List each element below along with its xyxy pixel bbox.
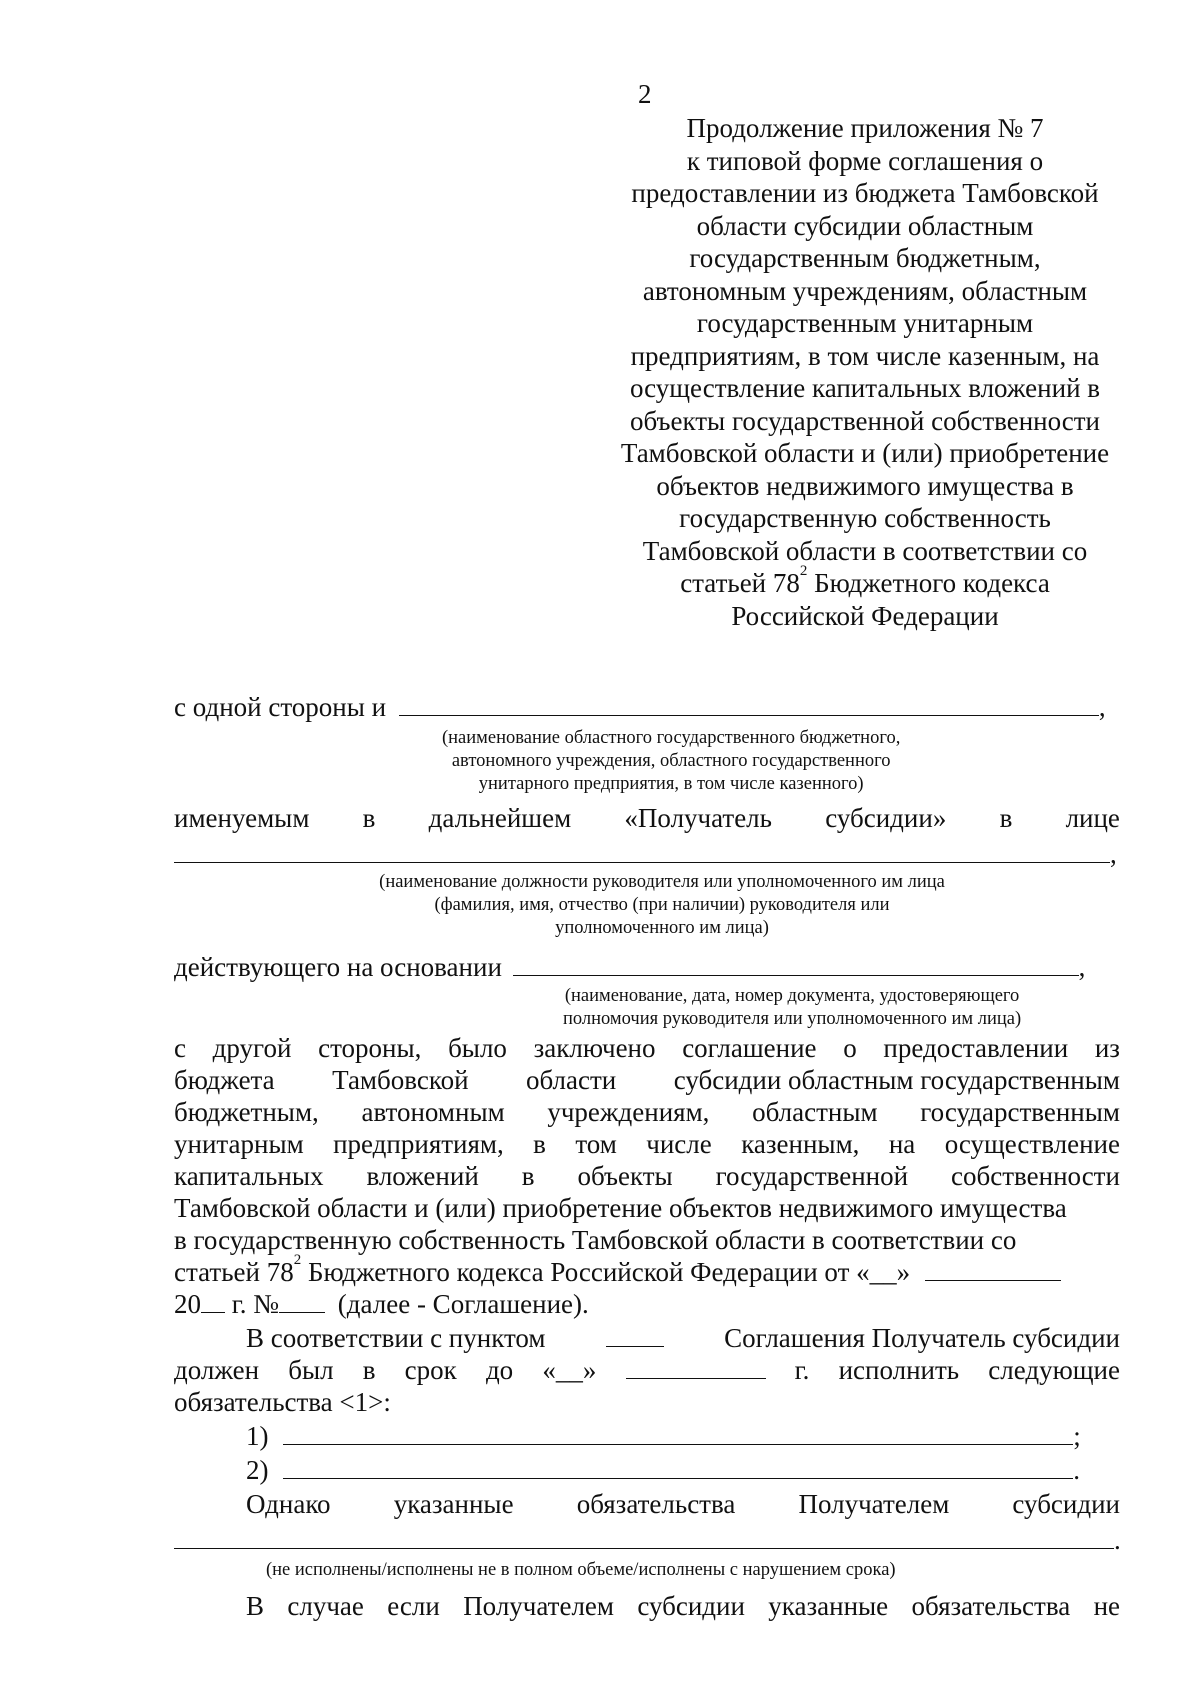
superscript: 2 [799,563,808,579]
header-line: Российской Федерации [731,600,999,631]
caption-line: (наименование, дата, номер документа, удостоверяющего [564,986,1020,1006]
item-label: 2) [246,1455,269,1485]
text: статьей 78 [680,568,800,598]
period: . [1114,1525,1121,1555]
text: статьей 78 [174,1257,294,1287]
obligation-1-blank[interactable] [283,1420,1073,1445]
word: «Получатель [624,803,772,833]
caption-status: (не исполнены/исполнены не в полном объеме/исполнены с нарушением срока) [266,1560,896,1580]
caption-line: полномочия руководителя или уполномоченного им лица) [563,1009,1022,1029]
head-line [174,838,1120,870]
caption-line: (наименование должности руководителя или уполномоченного им лица [379,872,945,892]
word: не [1093,1591,1120,1621]
agreement-line [174,1032,1120,1064]
word: исполнить [838,1355,960,1385]
header-line-article [605,563,1125,600]
word: вложений [366,1161,479,1191]
acting-line [174,951,1120,983]
label: с одной стороны и [174,692,387,722]
word: унитарным [174,1129,304,1159]
word: должен [174,1355,260,1385]
text: Соглашения Получатель субсидии [724,1323,1120,1353]
text: Бюджетного кодекса Российской Федерации от «__» [301,1257,911,1287]
word: автономным [361,1097,505,1127]
word: до [485,1355,514,1385]
word: субсидии» [825,803,947,833]
obligations-intro [174,1386,1120,1418]
number-blank[interactable] [279,1288,325,1313]
header-line: к типовой форме соглашения о [686,145,1044,176]
header-line: государственным бюджетным, [689,243,1041,273]
word: субсидии [1012,1489,1120,1519]
word: обязательства [576,1489,736,1519]
word: г. [794,1355,810,1385]
comma: , [1078,952,1086,982]
label: действующего на основании [174,952,502,982]
caption-head [312,871,1012,940]
word: о [843,1033,857,1063]
caption-recipient [442,727,900,796]
appendix-header [605,112,1125,632]
agreement-line [174,1096,1120,1128]
year-prefix: 20 [174,1289,201,1319]
word: областным [752,1097,878,1127]
word: указанные [393,1489,514,1519]
last-line [246,1590,1120,1622]
word: дальнейшем [428,803,572,833]
named-line [174,802,1120,834]
text: В соответствии с пунктом [246,1323,546,1353]
word: лице [1065,803,1120,833]
year-blank[interactable] [201,1288,225,1313]
obligation-item [246,1420,1120,1452]
header-line: предоставлении из бюджета Тамбовской [631,178,1099,208]
word: был [288,1355,334,1385]
text: Тамбовской области и (или) приобретение объектов недвижимого имущества [174,1193,1067,1223]
word: учреждениям, [547,1097,710,1127]
word: в [533,1129,546,1159]
caption-line: (наименование областного государственного бюджетного, [442,728,901,748]
comma: , [1110,839,1117,869]
agreement-line [174,1128,1120,1160]
caption-line: автономного учреждения, областного государственного [451,751,891,771]
word: субсидии [637,1591,745,1621]
word: следующие [988,1355,1120,1385]
word: стороны, [318,1033,422,1063]
header-line: осуществление капитальных вложений в [629,373,1101,403]
agreement-line [174,1160,1120,1192]
header-line: государственным унитарным [696,308,1034,338]
word: бюджетным, [174,1097,319,1127]
header-line: государственную собственность [679,503,1051,533]
word: бюджета [174,1065,275,1095]
deadline-line [174,1354,1120,1386]
caption-line: унитарного предприятия, в том числе казенного) [478,774,864,794]
word: том [575,1129,617,1159]
word: казенным, [741,1129,860,1159]
word: в [521,1161,535,1191]
word: области [525,1065,617,1095]
caption-document [563,985,1021,1031]
word: в [362,803,376,833]
word: Получателем [463,1591,614,1621]
word: «__» [542,1355,597,1385]
agreement-line [174,1224,1120,1256]
status-blank[interactable] [174,1524,1114,1549]
word: случае [287,1591,364,1621]
text: обязательства <1>: [174,1387,391,1417]
word: государственным [920,1097,1120,1127]
obligation-2-blank[interactable] [283,1454,1073,1479]
point-line [246,1322,1120,1354]
item-end: . [1073,1455,1080,1485]
comma: , [1098,692,1106,722]
header-line: области субсидии областным [696,210,1034,241]
header-line: Продолжение приложения № 7 [686,113,1044,143]
item-end: ; [1073,1421,1081,1451]
word: срок [404,1355,457,1385]
caption-line: уполномоченного им лица) [555,918,769,938]
caption-line: (фамилия, имя, отчество (при наличии) руководителя или [434,895,890,915]
header-line: объектов недвижимого имущества в [656,470,1074,501]
point-number-blank[interactable] [606,1322,664,1347]
recipient-name-blank[interactable] [399,691,1099,716]
word: капитальных [174,1161,324,1191]
number-label: г. № [231,1289,280,1319]
word: В [246,1591,265,1621]
word: Получателем [798,1489,950,1519]
word: Однако [246,1489,331,1519]
word: было [448,1033,507,1063]
word: субсидии областным государственным [673,1065,1120,1095]
agreement-line [174,1192,1120,1224]
agreement-number-line [174,1288,1120,1320]
word: на [888,1129,916,1159]
word: соглашение [682,1033,817,1063]
word: государственной [715,1161,909,1191]
word: в [999,803,1013,833]
word: собственности [951,1161,1120,1191]
word: обязательства [911,1591,1071,1621]
agreement-line [174,1064,1120,1096]
word: заключено [533,1033,656,1063]
word: если [387,1591,440,1621]
obligation-item [246,1454,1120,1486]
header-line: автономным учреждениям, областным [642,275,1088,306]
basis-document-blank[interactable] [513,951,1079,976]
word: числе [646,1129,712,1159]
word: осуществление [944,1129,1120,1159]
word: именуемым [174,803,310,833]
word: объекты [577,1161,673,1191]
page-number: 2 [638,79,652,109]
text: (далее - Соглашение). [337,1289,589,1319]
agreement-month-blank[interactable] [925,1256,1061,1281]
word: Тамбовской [332,1065,469,1095]
agreement-article-line [174,1252,1120,1288]
other-party-line [174,691,1120,723]
word: из [1094,1033,1120,1063]
text: Бюджетного кодекса [807,568,1050,598]
word: предприятиям, [333,1129,504,1159]
header-line: объекты государственной собственности [629,405,1101,436]
deadline-month-blank[interactable] [626,1354,766,1379]
word: другой [212,1033,292,1063]
word: в [362,1355,376,1385]
word: с [174,1033,186,1063]
item-label: 1) [246,1421,269,1451]
header-line: Тамбовской области и (или) приобретение [620,438,1110,468]
superscript: 2 [293,1252,302,1268]
however-line [246,1488,1120,1520]
text: в государственную собственность Тамбовской области в соответствии со [174,1225,1017,1255]
status-line [174,1524,1120,1556]
header-line: Тамбовской области в соответствии со [642,535,1088,566]
head-name-blank[interactable] [174,838,1110,863]
word: указанные [768,1591,889,1621]
word: предоставлении [883,1033,1069,1063]
header-line: предприятиям, в том числе казенным, на [630,340,1100,371]
